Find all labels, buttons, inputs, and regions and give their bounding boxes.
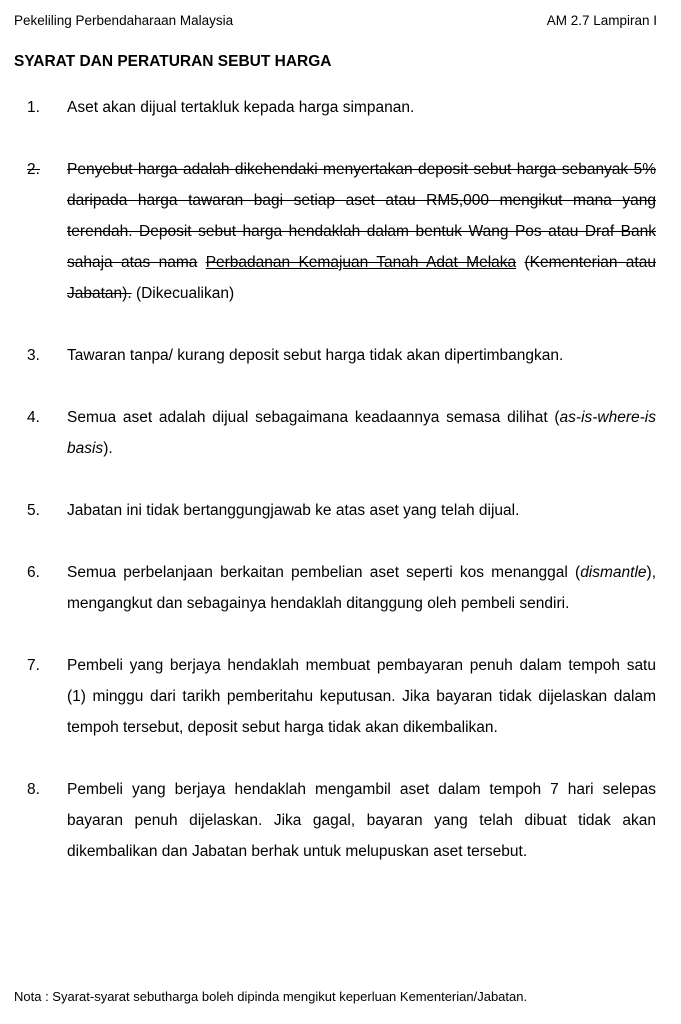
clause-number: 3. xyxy=(27,347,40,364)
clause-1 xyxy=(0,92,656,154)
header-left-text: Pekeliling Perbendaharaan Malaysia xyxy=(14,13,234,28)
clause-text: ), mengangkut dan sebagainya hendaklah ditanggung oleh pembeli sendiri. xyxy=(67,564,656,612)
clause-number: 5. xyxy=(27,502,40,519)
clause-struck-text: (Kementerian atau Jabatan). xyxy=(67,254,656,302)
clause-text: Pembeli yang berjaya hendaklah membuat pembayaran penuh dalam tempoh satu (1) minggu dari tarikh pemberitahu keputusan. Jika bayaran tidak dijelaskan dalam tempoh tersebut, deposit sebut harga tidak akan dikembalikan. xyxy=(67,657,656,736)
clause-2 xyxy=(0,154,656,340)
clause-text: Jabatan ini tidak bertanggungjawab ke atas aset yang telah dijual. xyxy=(67,502,520,519)
clause-italic-text: dismantle xyxy=(580,564,647,581)
document-title: SYARAT DAN PERATURAN SEBUT HARGA xyxy=(14,53,332,70)
clause-struck-underlined-text: Perbadanan Kemajuan Tanah Adat Melaka xyxy=(205,254,517,271)
clause-text: Semua perbelanjaan berkaitan pembelian aset seperti kos menanggal ( xyxy=(67,564,581,581)
header-right-text: AM 2.7 Lampiran I xyxy=(546,13,657,28)
clause-text: Tawaran tanpa/ kurang deposit sebut harga tidak akan dipertimbangkan. xyxy=(67,347,564,364)
clause-number: 1. xyxy=(27,99,40,116)
footnote: Nota : Syarat-syarat sebutharga boleh dipinda mengikut keperluan Kementerian/Jabatan. xyxy=(14,989,528,1004)
clause-number: 8. xyxy=(27,781,40,798)
page-header xyxy=(14,12,657,30)
clause-number: 2. xyxy=(27,161,40,178)
clause-number: 4. xyxy=(27,409,40,426)
clause-italic-text: as-is-where-is basis xyxy=(67,409,656,457)
clause-text: Pembeli yang berjaya hendaklah mengambil aset dalam tempoh 7 hari selepas bayaran penuh dijelaskan. Jika gagal, bayaran yang telah dibuat tidak akan dikembalikan dan Jabatan berhak untuk melupuskan aset tersebut. xyxy=(67,781,656,860)
clause-struck-text: Penyebut harga adalah dikehendaki menyertakan deposit sebut harga sebanyak 5% daripada harga tawaran bagi setiap aset atau RM5,000 mengikut mana yang terendah. Deposit sebut harga hendaklah dalam bentuk Wang Pos atau Draf Bank sahaja atas nama xyxy=(67,161,656,271)
clause-text: Aset akan dijual tertakluk kepada harga simpanan. xyxy=(67,99,415,116)
clause-8 xyxy=(0,774,656,867)
clause-trailing-text: (Dikecualikan) xyxy=(135,285,235,302)
clause-5 xyxy=(0,495,656,557)
clause-7 xyxy=(0,650,656,774)
clause-text: ). xyxy=(103,440,113,457)
clause-number: 7. xyxy=(27,657,40,674)
clause-number: 6. xyxy=(27,564,40,581)
clause-6 xyxy=(0,557,656,650)
clause-list xyxy=(0,92,681,867)
clause-text: Semua aset adalah dijual sebagaimana keadaannya semasa dilihat ( xyxy=(67,409,560,426)
clause-4 xyxy=(0,402,656,495)
clause-3 xyxy=(0,340,656,402)
